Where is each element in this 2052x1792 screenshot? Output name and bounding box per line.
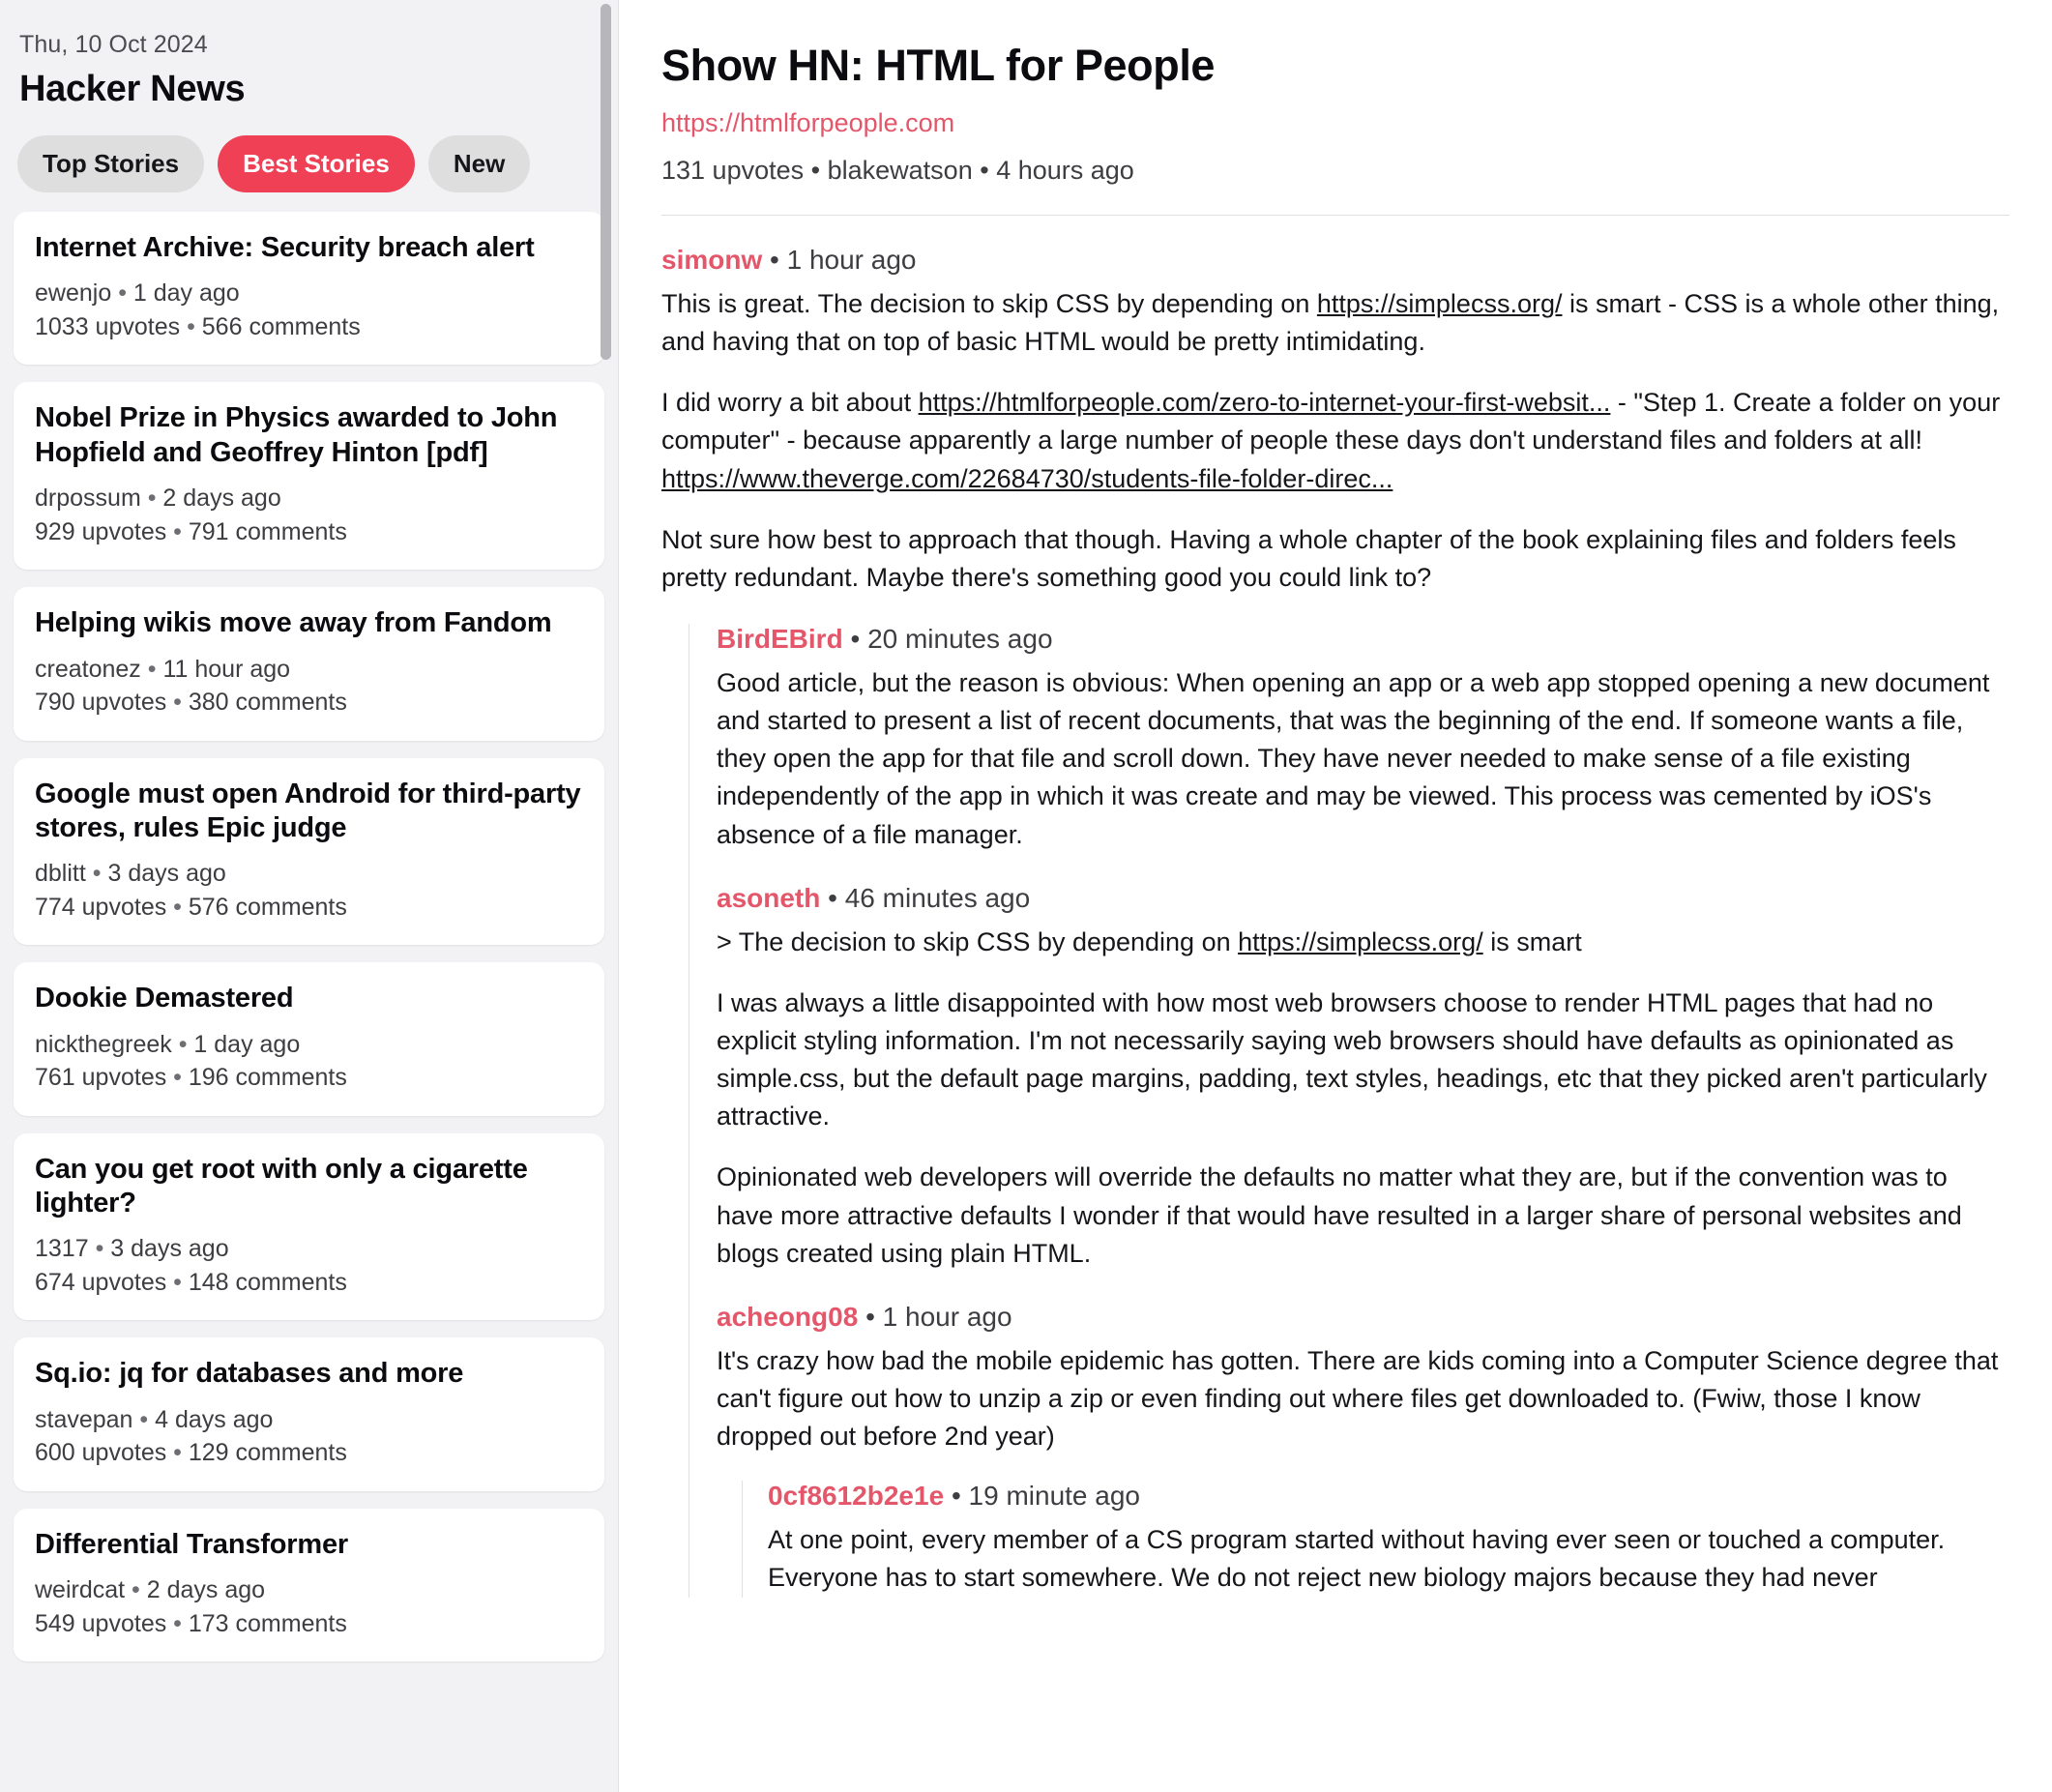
story-title: Helping wikis move away from Fandom (35, 607, 552, 639)
story-title: Can you get root with only a cigarette lighter? (35, 1153, 528, 1219)
comment-paragraph (661, 384, 2009, 497)
meta-separator: • (132, 1576, 147, 1604)
comment-header (717, 883, 2009, 914)
story-comments: 566 comments (201, 312, 361, 340)
comment-body (717, 924, 2009, 1273)
story-comments: 576 comments (188, 893, 347, 921)
story-filter-tabs (17, 135, 604, 192)
comment-paragraph (717, 924, 2009, 961)
story-meta (35, 277, 583, 343)
comment-acheong08 (717, 1302, 2009, 1598)
story-meta (35, 1403, 583, 1470)
text-fragment: - "Step 1. Create a folder on your computer" - because apparently a large number of people these days don't understand files and folders at all! (661, 388, 2001, 455)
comment-link-simplecss[interactable]: https://simplecss.org/ (1316, 289, 1563, 318)
story-author: drpossum (35, 485, 141, 513)
story-title: Sq.io: jq for databases and more (35, 1358, 464, 1390)
comment-author[interactable]: asoneth (717, 882, 821, 913)
meta-separator: • (173, 689, 189, 716)
comment-body (717, 664, 2009, 854)
list-item[interactable] (14, 758, 604, 946)
meta-separator: • (828, 882, 845, 913)
story-list (14, 212, 604, 1661)
comment-link-htmlforpeople[interactable]: https://htmlforpeople.com/zero-to-internet-your-first-websit... (918, 388, 1611, 418)
story-title: Internet Archive: Security breach alert (35, 232, 535, 263)
list-item[interactable] (14, 962, 604, 1115)
story-comments: 791 comments (188, 517, 347, 545)
meta-separator: • (173, 1064, 189, 1092)
comment-link-theverge[interactable]: https://www.theverge.com/22684730/students-file-folder-direc... (661, 463, 1393, 493)
comment-paragraph: Opinionated web developers will override the defaults no matter what they are, but if the convention was to have more attractive defaults I wonder if that would have resulted in a larger share of personal websites and blogs created using plain HTML. (717, 1162, 1962, 1268)
meta-separator: • (850, 623, 868, 654)
story-title: Dookie Demastered (35, 983, 294, 1014)
story-age: 2 days ago (146, 1576, 266, 1604)
meta-separator: • (95, 1235, 111, 1263)
text-fragment: I did worry a bit about (661, 388, 919, 418)
story-author: dblitt (35, 860, 86, 888)
comment-0cf8612b2e1e (768, 1481, 2009, 1597)
meta-separator: • (173, 1609, 189, 1637)
meta-separator: • (173, 1268, 189, 1296)
sidebar-title: Hacker News (19, 69, 246, 109)
comment-header (768, 1481, 2009, 1512)
post-age: 4 hours ago (996, 156, 1134, 185)
comment-header (717, 1302, 2009, 1333)
comment-paragraph: It's crazy how bad the mobile epidemic has gotten. There are kids coming into a Computer Science degree that can't figure out how to unzip a zip or even finding out where files get downloaded to. (Fwiw, those I know dropped out before 2nd year) (717, 1345, 1999, 1452)
header-divider (661, 215, 2009, 216)
story-comments: 380 comments (188, 689, 347, 716)
story-title: Differential Transformer (35, 1528, 348, 1560)
tab-new[interactable]: New (428, 135, 530, 192)
meta-separator: • (951, 1481, 969, 1512)
story-meta (35, 653, 583, 720)
main-content (619, 0, 2052, 1792)
list-item[interactable] (14, 587, 604, 740)
meta-separator: • (118, 279, 133, 308)
comment-body (768, 1521, 2009, 1597)
comment-body (661, 285, 2009, 597)
meta-separator: • (173, 1439, 189, 1467)
story-author: stavepan (35, 1405, 133, 1433)
meta-separator: • (178, 1030, 194, 1058)
story-meta (35, 857, 583, 924)
story-author: 1317 (35, 1235, 89, 1263)
meta-separator: • (173, 517, 189, 545)
story-title: Google must open Android for third-party stores, rules Epic judge (35, 778, 581, 843)
meta-separator: • (810, 156, 828, 185)
list-item[interactable] (14, 1133, 604, 1321)
comment-asoneth (717, 883, 2009, 1273)
comment-age: 19 minute ago (968, 1481, 1140, 1512)
story-age: 1 day ago (132, 279, 240, 308)
comment-header (661, 245, 2009, 276)
comment-age: 20 minutes ago (867, 623, 1053, 654)
tab-top-stories[interactable]: Top Stories (17, 135, 204, 192)
meta-separator: • (770, 245, 787, 275)
comment-age: 46 minutes ago (844, 882, 1031, 913)
meta-separator: • (865, 1301, 883, 1332)
list-item[interactable] (14, 1337, 604, 1490)
story-author: weirdcat (35, 1576, 126, 1604)
story-age: 3 days ago (107, 860, 226, 888)
story-upvotes: 761 upvotes (35, 1064, 167, 1092)
story-author: nickthegreek (35, 1030, 172, 1058)
story-upvotes: 774 upvotes (35, 893, 167, 921)
story-comments: 173 comments (188, 1609, 347, 1637)
post-upvotes: 131 upvotes (661, 156, 805, 185)
text-fragment: This is great. The decision to skip CSS by depending on (661, 289, 1317, 318)
story-upvotes: 549 upvotes (35, 1609, 167, 1637)
list-item[interactable] (14, 382, 604, 570)
post-meta (661, 156, 2009, 186)
comment-paragraph (661, 285, 2009, 361)
story-comments: 196 comments (188, 1064, 347, 1092)
list-item[interactable] (14, 212, 604, 365)
meta-separator: • (173, 893, 189, 921)
story-age: 11 hour ago (162, 655, 291, 683)
sidebar (0, 0, 619, 1792)
story-author: creatonez (35, 655, 141, 683)
comment-age: 1 hour ago (786, 245, 917, 275)
comment-age: 1 hour ago (882, 1301, 1012, 1332)
story-age: 2 days ago (162, 485, 281, 513)
meta-separator: • (187, 312, 202, 340)
meta-separator: • (147, 655, 163, 683)
comment-author[interactable]: simonw (661, 245, 763, 275)
page-title: Show HN: HTML for People (661, 41, 1216, 90)
text-fragment: is smart (1482, 926, 1582, 956)
comment-paragraph: At one point, every member of a CS program started without having ever seen or touched a computer. Everyone has to start somewhere. We do not reject new biology majors because they had never (768, 1525, 1946, 1593)
post-url-link[interactable]: https://htmlforpeople.com (661, 108, 955, 137)
story-age: 1 day ago (193, 1030, 301, 1058)
comment-author[interactable]: acheong08 (717, 1301, 859, 1332)
comment-paragraph: I was always a little disappointed with how most web browsers choose to render HTML pages that had no explicit styling information. I'm not necessarily saying web browsers should have defaults as opinionated as simple.css, but the default page margins, padding, text styles, headings, etc that they picked aren't particularly attractive. (717, 987, 1987, 1131)
meta-separator: • (92, 860, 108, 888)
tab-best-stories[interactable]: Best Stories (218, 135, 415, 192)
text-fragment: > The decision to skip CSS by depending on (717, 926, 1239, 956)
story-meta (35, 1028, 583, 1095)
post-author: blakewatson (827, 156, 973, 185)
meta-separator: • (139, 1405, 156, 1433)
comment-author[interactable]: BirdEBird (717, 623, 843, 654)
text-fragment: is smart - CSS is a whole other thing, and having that on top of basic HTML would be pretty intimidating. (661, 289, 2000, 357)
comment-body (717, 1342, 2009, 1455)
comment-birdebird (717, 624, 2009, 854)
comment-simonw (661, 245, 2009, 1598)
story-meta (35, 482, 583, 548)
sidebar-date: Thu, 10 Oct 2024 (19, 31, 208, 58)
story-meta (35, 1232, 583, 1299)
story-age: 4 days ago (155, 1405, 274, 1433)
sidebar-inner (0, 0, 618, 1661)
story-upvotes: 929 upvotes (35, 517, 167, 545)
list-item[interactable] (14, 1509, 604, 1661)
comment-replies (742, 1481, 2009, 1597)
story-upvotes: 600 upvotes (35, 1439, 167, 1467)
story-age: 3 days ago (110, 1235, 229, 1263)
comment-replies (689, 624, 2009, 1598)
sidebar-scrollbar[interactable] (601, 4, 611, 360)
story-upvotes: 674 upvotes (35, 1268, 167, 1296)
comment-header (717, 624, 2009, 655)
story-upvotes: 790 upvotes (35, 689, 167, 716)
comment-paragraph: Good article, but the reason is obvious: When opening an app or a web app stopped opening a new document and started to present a list of recent documents, that was the beginning of the end. If someone wants a file, they open the app for that file and scroll down. They have never needed to make sense of a file existing independently of the app in which it was create and may be viewed. This process was cemented by iOS's absence of a file manager. (717, 667, 1990, 849)
story-comments: 148 comments (188, 1268, 347, 1296)
meta-separator: • (147, 485, 163, 513)
story-author: ewenjo (35, 279, 112, 308)
comment-paragraph: Not sure how best to approach that though. Having a whole chapter of the book explaining files and folders feels pretty redundant. Maybe there's something good you could link to? (661, 524, 1956, 592)
story-meta (35, 1573, 583, 1640)
meta-separator: • (980, 156, 997, 185)
story-upvotes: 1033 upvotes (35, 312, 181, 340)
comment-author[interactable]: 0cf8612b2e1e (768, 1481, 945, 1512)
story-comments: 129 comments (188, 1439, 347, 1467)
comment-link-simplecss[interactable]: https://simplecss.org/ (1238, 926, 1483, 956)
story-title: Nobel Prize in Physics awarded to John Hopfield and Geoffrey Hinton [pdf] (35, 402, 558, 468)
